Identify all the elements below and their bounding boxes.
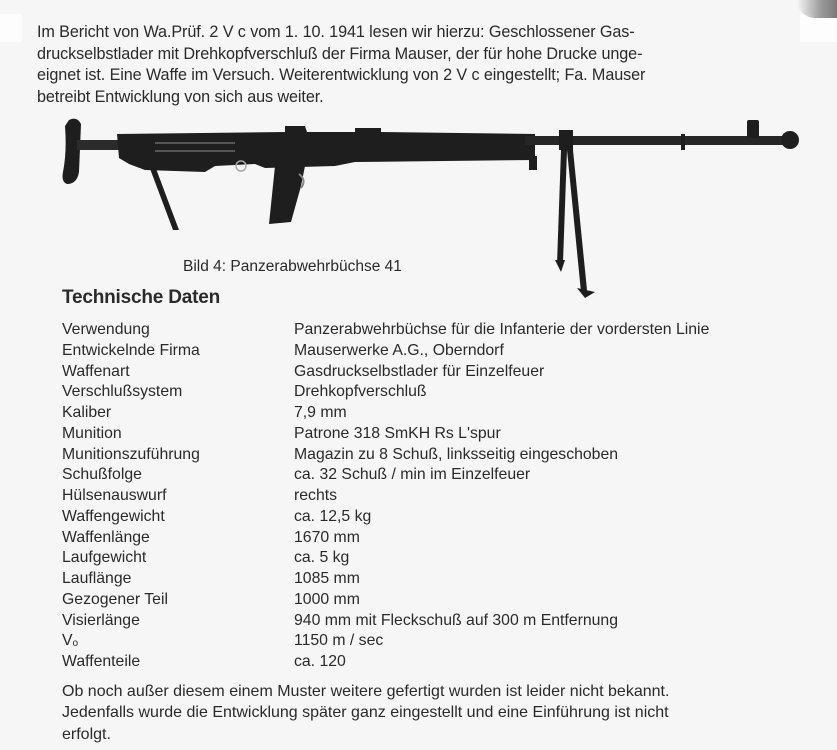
spec-value: ca. 12,5 kg (294, 507, 372, 525)
spec-label: Schußfolge (62, 466, 142, 484)
spec-value: 940 mm mit Fleckschuß auf 300 m Entfernung (294, 611, 618, 629)
intro-line: druckselbstlader mit Drehkopfverschluß der Firma Mauser, der für hohe Drucke unge- (37, 44, 643, 63)
spec-value: rechts (294, 487, 338, 504)
spec-label: Kaliber (62, 404, 112, 421)
spec-row (62, 341, 822, 362)
spec-label: Hülsenauswurf (62, 487, 167, 504)
spec-value: ca. 120 (294, 653, 346, 670)
spec-row (62, 486, 822, 507)
spec-row (62, 611, 822, 632)
intro-paragraph (37, 22, 807, 108)
spec-row (62, 528, 822, 549)
spec-label: Waffengewicht (62, 507, 165, 525)
outro-line: Ob noch außer diesem einem Muster weitere gefertigt wurden ist leider nicht bekannt. (62, 683, 670, 700)
spec-value: Mauserwerke A.G., Oberndorf (294, 341, 504, 359)
spec-value: Drehkopfverschluß (294, 383, 427, 401)
spec-row (62, 507, 822, 528)
spec-row (62, 424, 822, 445)
spec-row (62, 652, 822, 673)
spec-label-subscript: o (72, 638, 79, 650)
intro-line: Im Bericht von Wa.Prüf. 2 V c vom 1. 10. 1941 lesen wir hierzu: Geschlossener Gas- (37, 23, 635, 41)
spec-label: Visierlänge (62, 611, 140, 629)
specs-title: Technische Daten (62, 287, 220, 308)
spec-label: Entwickelnde Firma (62, 341, 200, 359)
rifle-photo (55, 112, 815, 307)
spec-label: Verschlußsystem (62, 383, 183, 401)
spec-value: Gasdruckselbstlader für Einzelfeuer (294, 362, 545, 380)
spec-value: 1000 mm (294, 590, 360, 608)
spec-row (62, 445, 822, 466)
spec-label: V (62, 632, 73, 650)
spec-row (62, 569, 822, 590)
spec-label: Verwendung (62, 321, 150, 338)
spec-value: ca. 32 Schuß / min im Einzelfeuer (294, 466, 531, 484)
intro-line: betreibt Entwicklung von sich aus weiter. (37, 87, 324, 106)
spec-row (62, 403, 822, 424)
spec-label: Munitionszuführung (62, 445, 200, 463)
spec-label-v0 (62, 631, 294, 652)
spec-row (62, 631, 822, 652)
spec-value: ca. 5 kg (294, 549, 350, 567)
closing-paragraph (62, 681, 822, 745)
spec-label: Waffenlänge (62, 528, 150, 546)
spec-value: 1670 mm (294, 528, 360, 546)
spec-row (62, 590, 822, 611)
spec-label: Waffenteile (62, 653, 141, 670)
spec-value: Panzerabwehrbüchse für die Infanterie der vordersten Linie (294, 321, 710, 338)
spec-row (62, 382, 822, 403)
spec-label: Gezogener Teil (62, 590, 168, 608)
figure-caption: Bild 4: Panzerabwehrbüchse 41 (183, 258, 402, 275)
spec-value: 7,9 mm (294, 404, 347, 421)
spec-value: 1150 m / sec (294, 632, 384, 650)
spec-row (62, 362, 822, 383)
spec-value: 1085 mm (294, 570, 360, 587)
scan-margin-left (0, 14, 22, 42)
spec-label: Lauflänge (62, 570, 132, 587)
spec-row (62, 548, 822, 569)
spec-value: Magazin zu 8 Schuß, linksseitig eingeschoben (294, 445, 619, 463)
spec-row (62, 465, 822, 486)
spec-label: Munition (62, 424, 122, 442)
spec-label: Waffenart (62, 362, 130, 380)
outro-line: erfolgt. (62, 725, 111, 743)
intro-line: eignet ist. Eine Waffe im Versuch. Weiterentwicklung von 2 V c eingestellt; Fa. Mauser (37, 66, 646, 85)
spec-row (62, 320, 822, 341)
spec-label: Laufgewicht (62, 549, 147, 567)
outro-line: Jedenfalls wurde die Entwicklung später ganz eingestellt und eine Einführung ist nicht (62, 704, 669, 722)
specs-table (62, 320, 822, 673)
spec-value: Patrone 318 SmKH Rs L'spur (294, 424, 501, 442)
